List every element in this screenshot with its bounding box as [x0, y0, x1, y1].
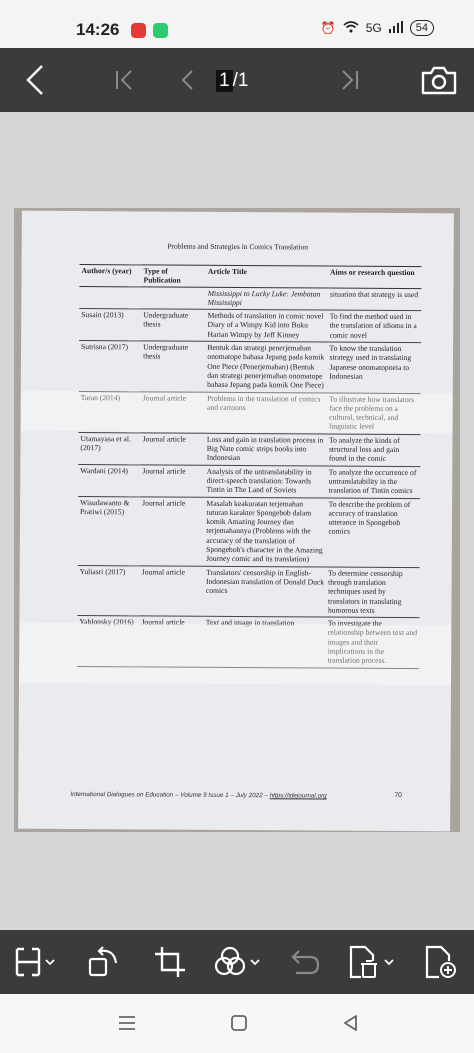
cell-title: Problems in the translation of comics and cartoons — [205, 392, 327, 434]
document-page — [18, 211, 454, 832]
scan-icon — [12, 945, 58, 979]
cell-title: Analysis of the untranslatability in direct-speech translation: Towards Tintin in The Land of Soviets — [204, 465, 326, 498]
add-page-button[interactable] — [420, 940, 460, 984]
chevron-left-icon — [25, 64, 45, 96]
system-back-button[interactable] — [336, 1010, 366, 1036]
camera-button[interactable] — [418, 48, 460, 112]
cell-author: Wisudawanto & Pratiwi (2015) — [78, 496, 141, 565]
cell-author: Sutrisna (2017) — [79, 341, 141, 392]
cell-title: Mississippi to Lucky Luke: Jembatan Mississippi — [206, 287, 328, 310]
last-page-icon — [339, 69, 359, 91]
cell-author: Yablonsky (2016) — [77, 616, 139, 667]
camera-icon — [420, 64, 458, 96]
first-page-button[interactable] — [110, 48, 140, 112]
table-header-row — [79, 265, 421, 289]
triangle-back-icon — [341, 1013, 361, 1033]
cell-aims: To illustrate how translators face the problems on a cultural, technical, and linguistic level — [327, 393, 421, 435]
table-row — [79, 286, 421, 311]
scan-mode-button[interactable] — [10, 940, 60, 984]
cell-aims: To determine censorship through translation techniques used by translators in translating humorous texts — [326, 567, 420, 618]
back-button[interactable] — [18, 48, 52, 112]
cell-aims: To know the translation strategy used in translating Japanese onomatopoeia to Indonesian — [327, 342, 421, 393]
cell-type: Journal article — [139, 616, 204, 667]
table-row — [79, 309, 421, 343]
wifi-icon — [343, 21, 359, 36]
column-header-author: Author/s (year) — [79, 265, 141, 287]
delete-page-icon — [345, 945, 397, 979]
column-header-title: Article Title — [206, 265, 328, 287]
page-separator: / — [232, 70, 238, 91]
cell-aims: To find the method used in the translation of idioms in a comic novel — [328, 310, 422, 342]
document-running-title: Problems and Strategies in Comics Translation — [167, 241, 309, 252]
cell-title: Text and image in translation — [203, 616, 325, 667]
document-page-number: 70 — [394, 791, 402, 800]
status-bar — [0, 0, 474, 48]
alarm-icon: ⏰ — [320, 21, 336, 35]
table-row — [78, 432, 420, 466]
recent-apps-button[interactable] — [112, 1010, 142, 1036]
table-row — [77, 565, 419, 618]
undo-icon — [286, 945, 322, 979]
cell-type: Journal article — [140, 433, 204, 465]
first-page-icon — [115, 69, 135, 91]
cell-title: Methods of translation in comic novel Diary of a Wimpy Kid into Buku Harian Wimpy by Jeff Kinney — [205, 309, 327, 342]
viewer-top-toolbar — [0, 48, 474, 112]
filter-button[interactable] — [210, 940, 264, 984]
table-row — [77, 616, 419, 669]
table-row — [79, 391, 421, 434]
footer-url: https://idejournal.org — [269, 792, 327, 800]
footer-journal: International Dialogues on Education – Volume 9 Issue 1 – July 2022 – — [70, 790, 268, 800]
total-pages: 1 — [237, 70, 249, 91]
cell-author: Utamayasa et al. (2017) — [78, 432, 140, 464]
cell-aims: To describe the problem of accuracy of translation utterance in Spongebob comics — [326, 498, 420, 568]
cell-type: Undergraduate thesis — [141, 309, 205, 341]
table-row — [79, 341, 421, 394]
rotate-icon — [86, 945, 122, 979]
cell-author: Yuliasri (2017) — [77, 565, 139, 616]
cell-author — [79, 286, 141, 309]
column-header-aims: Aims or research question — [328, 266, 422, 288]
cell-author: Taran (2014) — [79, 391, 141, 433]
cell-title: Masalah keakuratan terjemahan tuturan karakter Spongebob dalam komik Amazing Journey dan terjemahannya (Problems with the accuracy of the translation of Spongebob's character in the Amazing Journey comic and its translation) — [204, 497, 327, 567]
page-indicator — [216, 70, 248, 92]
cell-title: Translators' censorship in English-Indonesian translation of Donald Duck comics — [204, 566, 326, 617]
crop-icon — [153, 945, 187, 979]
literature-table — [77, 264, 421, 669]
add-page-icon — [423, 945, 457, 979]
current-page: 1 — [216, 70, 233, 92]
last-page-button[interactable] — [334, 48, 364, 112]
status-indicators — [321, 20, 434, 36]
cell-author: Wardani (2014) — [78, 464, 140, 496]
edit-bottom-toolbar — [0, 930, 474, 994]
cell-type: Journal article — [140, 566, 205, 617]
rotate-button[interactable] — [84, 940, 124, 984]
document-viewer[interactable] — [0, 112, 474, 930]
cell-author: Susain (2013) — [79, 309, 141, 341]
cell-aims: To analyze the kinds of structural loss and gain found in the comic — [327, 434, 421, 466]
network-label: 5G — [365, 21, 382, 35]
cell-type — [141, 287, 205, 310]
battery-level: 54 — [410, 20, 434, 36]
table-row — [78, 464, 420, 498]
cell-aims: To analyze the occurrence of untranslatability in the translation of Tintin comics — [327, 466, 421, 498]
document-footer — [70, 791, 326, 800]
column-header-type: Type of Publication — [142, 265, 206, 287]
system-navigation-bar — [0, 994, 474, 1053]
menu-icon — [117, 1014, 137, 1032]
home-button[interactable] — [224, 1010, 254, 1036]
signal-icon — [389, 21, 403, 36]
cell-aims: To investigate the relationship between text and images and their implications in the translation process. — [326, 617, 420, 668]
cell-aims: situation that strategy is used — [328, 288, 422, 311]
previous-page-button[interactable] — [172, 48, 202, 112]
cell-type: Journal article — [141, 391, 206, 433]
table-row — [78, 496, 420, 567]
cell-type: Undergraduate thesis — [141, 341, 206, 392]
previous-page-icon — [179, 69, 195, 91]
phone-app-icon — [153, 23, 168, 38]
notification-app-icon — [131, 23, 146, 38]
cell-type: Journal article — [140, 496, 205, 565]
home-icon — [229, 1013, 249, 1033]
undo-button[interactable] — [284, 940, 324, 984]
status-time: 14:26 — [76, 20, 120, 39]
crop-button[interactable] — [150, 940, 190, 984]
cell-type: Journal article — [140, 465, 204, 497]
filter-icon — [211, 945, 263, 979]
cell-title: Bentuk dan strategi penerjemahan onomatope bahasa Jepang pada komik One Piece (Penerjemahan) (Bentuk dan strategi penerjemahan onomatope bahasa Jepang pada komik One Piece) — [205, 341, 327, 392]
cell-title: Loss and gain in translation process in Big Nate comic strips books into Indonesian — [205, 433, 327, 466]
delete-page-button[interactable] — [344, 940, 398, 984]
